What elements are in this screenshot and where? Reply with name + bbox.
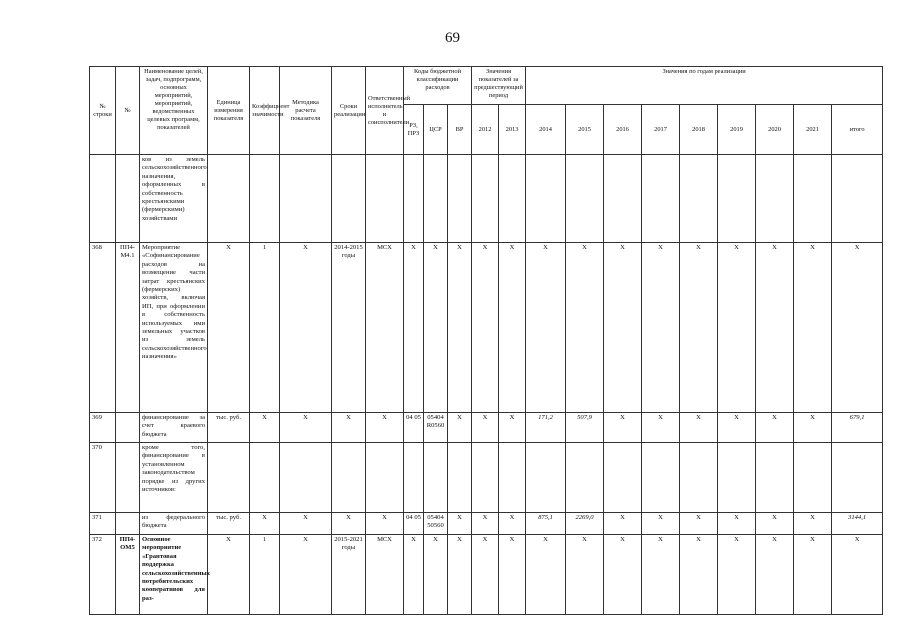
row-2017 — [642, 443, 680, 513]
row-2016 — [604, 443, 642, 513]
header-years: Значения по годам реализации — [526, 67, 883, 105]
row-2019 — [718, 155, 756, 243]
row-unit — [208, 155, 250, 243]
row-unit: тыс. руб. — [208, 513, 250, 535]
row-2013 — [499, 443, 526, 513]
row-rz: Х — [404, 535, 424, 615]
header-total: итого — [832, 105, 883, 155]
header-budget-codes: Коды бюджетной классификации расходов — [404, 67, 472, 105]
row-2016: Х — [604, 513, 642, 535]
table-row — [90, 443, 883, 513]
header-2018: 2018 — [680, 105, 718, 155]
row-terms: Х — [332, 413, 366, 443]
row-2019: Х — [718, 513, 756, 535]
row-vr: Х — [448, 413, 472, 443]
row-coefficient: Х — [250, 413, 280, 443]
table-row — [90, 155, 883, 243]
row-method — [280, 155, 332, 243]
header-csr: ЦСР — [424, 105, 448, 155]
row-number: 370 — [90, 443, 116, 513]
row-2021: Х — [794, 243, 832, 413]
row-vr — [448, 155, 472, 243]
row-rz: Х — [404, 243, 424, 413]
row-2018: Х — [680, 535, 718, 615]
row-2012: Х — [472, 413, 499, 443]
row-number: 368 — [90, 243, 116, 413]
row-csr — [424, 155, 448, 243]
row-2021: Х — [794, 535, 832, 615]
header-2013: 2013 — [499, 105, 526, 155]
row-2015: Х — [566, 535, 604, 615]
row-total: Х — [832, 535, 883, 615]
row-rz — [404, 443, 424, 513]
row-code: ПП4-ОМ5 — [116, 535, 140, 615]
header-2021: 2021 — [794, 105, 832, 155]
row-method: Х — [280, 513, 332, 535]
row-2016: Х — [604, 413, 642, 443]
row-responsible: МСХ — [366, 535, 404, 615]
row-terms — [332, 443, 366, 513]
row-name: Основное мероприятие «Грантовая поддержка сельскохозяйственных потребительских кооперативов для раз- — [140, 535, 208, 615]
row-2018 — [680, 155, 718, 243]
header-name: Наименование целей, задач, подпрограмм, основных мероприятий, мероприятий, ведомственных целевых программ, показателей — [140, 67, 208, 155]
row-method: Х — [280, 243, 332, 413]
header-terms: Сроки реализации — [332, 67, 366, 155]
row-2012: Х — [472, 513, 499, 535]
row-number: 369 — [90, 413, 116, 443]
row-number — [90, 155, 116, 243]
row-2012: Х — [472, 535, 499, 615]
row-coefficient: 1 — [250, 243, 280, 413]
row-total: 3144,1 — [832, 513, 883, 535]
row-code — [116, 513, 140, 535]
row-2019 — [718, 443, 756, 513]
row-csr: 05404 50560 — [424, 513, 448, 535]
row-2013: Х — [499, 513, 526, 535]
header-2012: 2012 — [472, 105, 499, 155]
row-2016: Х — [604, 243, 642, 413]
row-vr: Х — [448, 513, 472, 535]
row-2020: Х — [756, 243, 794, 413]
row-name: ков из земель сельскохозяйственного назначения, оформленных в собственность крестьянскими (фермерскими) хозяйствами — [140, 155, 208, 243]
row-coefficient — [250, 155, 280, 243]
row-unit: Х — [208, 535, 250, 615]
row-terms: 2014-2015 годы — [332, 243, 366, 413]
row-csr: 05404 R0560 — [424, 413, 448, 443]
row-2015 — [566, 155, 604, 243]
row-2018: Х — [680, 513, 718, 535]
row-2013 — [499, 155, 526, 243]
row-terms: Х — [332, 513, 366, 535]
row-2015: 2269,0 — [566, 513, 604, 535]
page-number: 69 — [445, 30, 460, 46]
row-rz: 04 05 — [404, 513, 424, 535]
row-2017: Х — [642, 535, 680, 615]
row-2014 — [526, 155, 566, 243]
row-2012 — [472, 443, 499, 513]
row-2015 — [566, 443, 604, 513]
row-vr — [448, 443, 472, 513]
row-coefficient: Х — [250, 513, 280, 535]
row-2015: Х — [566, 243, 604, 413]
row-2021: Х — [794, 413, 832, 443]
row-2017 — [642, 155, 680, 243]
table-row — [90, 413, 883, 443]
row-responsible: МСХ — [366, 243, 404, 413]
row-terms: 2015-2021 годы — [332, 535, 366, 615]
header-row-number: № строки — [90, 67, 116, 155]
row-code — [116, 443, 140, 513]
row-2020: Х — [756, 413, 794, 443]
row-2012: Х — [472, 243, 499, 413]
row-method: Х — [280, 535, 332, 615]
row-2020 — [756, 155, 794, 243]
table-row — [90, 513, 883, 535]
row-name: Мероприятие «Софинансирование расходов на возмещение части затрат крестьянских (фермерских) хозяйств, включая ИП, при оформлении в собственность используемых ими земельных участков из земель сельскохозяйственного назначения» — [140, 243, 208, 413]
header-2017: 2017 — [642, 105, 680, 155]
header-2020: 2020 — [756, 105, 794, 155]
row-2017: Х — [642, 243, 680, 413]
row-csr: Х — [424, 243, 448, 413]
row-name: из федерального бюджета — [140, 513, 208, 535]
row-total: 679,1 — [832, 413, 883, 443]
row-vr: Х — [448, 243, 472, 413]
row-responsible — [366, 155, 404, 243]
row-responsible: Х — [366, 413, 404, 443]
row-2016 — [604, 155, 642, 243]
header-method: Методика расчета показателя — [280, 67, 332, 155]
row-csr: Х — [424, 535, 448, 615]
row-2021: Х — [794, 513, 832, 535]
row-method — [280, 443, 332, 513]
table-row — [90, 535, 883, 615]
row-number: 372 — [90, 535, 116, 615]
row-unit — [208, 443, 250, 513]
row-csr — [424, 443, 448, 513]
row-2013: Х — [499, 243, 526, 413]
row-2018: Х — [680, 413, 718, 443]
budget-table — [89, 66, 883, 615]
row-unit: тыс. руб. — [208, 413, 250, 443]
header-rz: РЗ, ПРЗ — [404, 105, 424, 155]
row-2017: Х — [642, 413, 680, 443]
header-2015: 2015 — [566, 105, 604, 155]
row-2020: Х — [756, 535, 794, 615]
row-code — [116, 413, 140, 443]
row-2013: Х — [499, 413, 526, 443]
row-2014: 171,2 — [526, 413, 566, 443]
row-2019: Х — [718, 535, 756, 615]
row-2014: Х — [526, 535, 566, 615]
row-2018 — [680, 443, 718, 513]
row-total — [832, 155, 883, 243]
row-2013: Х — [499, 535, 526, 615]
row-2014: Х — [526, 243, 566, 413]
row-2019: Х — [718, 243, 756, 413]
row-number: 371 — [90, 513, 116, 535]
table-row — [90, 243, 883, 413]
row-code — [116, 155, 140, 243]
row-2012 — [472, 155, 499, 243]
header-vr: ВР — [448, 105, 472, 155]
row-2020 — [756, 443, 794, 513]
row-coefficient — [250, 443, 280, 513]
row-terms — [332, 155, 366, 243]
header-number: № — [116, 67, 140, 155]
header-coefficient: Коэффициент значимости — [250, 67, 280, 155]
row-2019: Х — [718, 413, 756, 443]
row-responsible: Х — [366, 513, 404, 535]
header-previous-period: Значения показателей за предшествующий период — [472, 67, 526, 105]
row-2018: Х — [680, 243, 718, 413]
row-total: Х — [832, 243, 883, 413]
header-2016: 2016 — [604, 105, 642, 155]
row-code: ПП4-М4.1 — [116, 243, 140, 413]
row-2016: Х — [604, 535, 642, 615]
row-2017: Х — [642, 513, 680, 535]
row-name: финансирование за счет краевого бюджета — [140, 413, 208, 443]
row-coefficient: 1 — [250, 535, 280, 615]
header-2019: 2019 — [718, 105, 756, 155]
row-name: кроме того, финансирование в установленном законодательством порядке из других источников: — [140, 443, 208, 513]
row-2014: 875,1 — [526, 513, 566, 535]
row-responsible — [366, 443, 404, 513]
row-2021 — [794, 443, 832, 513]
row-rz: 04 05 — [404, 413, 424, 443]
row-2014 — [526, 443, 566, 513]
row-2021 — [794, 155, 832, 243]
row-unit: Х — [208, 243, 250, 413]
row-2015: 507,9 — [566, 413, 604, 443]
header-2014: 2014 — [526, 105, 566, 155]
header-responsible: Ответственный исполнитель и соисполнители — [366, 67, 404, 155]
row-vr: Х — [448, 535, 472, 615]
header-unit: Единица измерения показателя — [208, 67, 250, 155]
row-method: Х — [280, 413, 332, 443]
row-total — [832, 443, 883, 513]
row-rz — [404, 155, 424, 243]
row-2020: Х — [756, 513, 794, 535]
